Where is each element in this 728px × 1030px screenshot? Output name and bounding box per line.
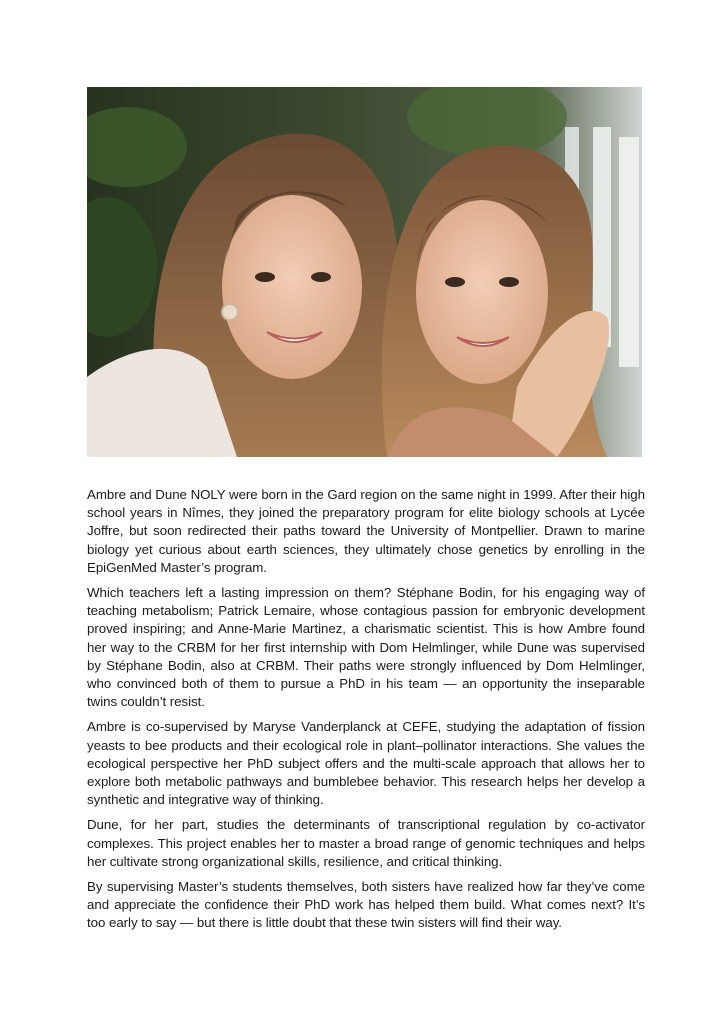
paragraph-ambre-research: Ambre is co-supervised by Maryse Vanderplanck at CEFE, studying the adaptation of fission yeasts to bee products and their ecological role in plant–pollinator interactions. She values the ecological perspective her PhD subject offers and the multi-scale approach that allows her to explore both metabolic pathways and bumblebee behavior. This research helps her develop a synthetic and integrative way of thinking. — [87, 719, 645, 808]
paragraph-origins: Ambre and Dune NOLY were born in the Gard region on the same night in 1999. After their high school years in Nîmes, they joined the preparatory program for elite biology schools at Lycée Joffre, but soon redirected their paths toward the University of Montpellier. Drawn to marine biology yet curious about earth sciences, they ultimately chose genetics by enrolling in the EpiGenMed Master’s program. — [87, 487, 645, 575]
paragraph-future: By supervising Master’s students themselves, both sisters have realized how far they’ve come and appreciate the confidence their PhD work has helped them build. What comes next? It’s too early to say — but there is little doubt that these twin sisters will find their way. — [87, 879, 645, 931]
article-body — [87, 486, 645, 940]
twin-sisters-photo — [87, 87, 642, 457]
paragraph-dune-research: Dune, for her part, studies the determinants of transcriptional regulation by co-activator complexes. This project enables her to master a broad range of genomic techniques and helps her cultivate strong organizational skills, resilience, and critical thinking. — [87, 817, 645, 869]
twin-sisters-portrait-icon — [87, 87, 642, 457]
paragraph-teachers: Which teachers left a lasting impression on them? Stéphane Bodin, for his engaging way of teaching metabolism; Patrick Lemaire, whose contagious passion for embryonic development proved inspiring; and Anne-Marie Martinez, a charismatic scientist. This is how Ambre found her way to the CRBM for her first internship with Dom Helmlinger, while Dune was supervised by Stéphane Bodin, also at CRBM. Their paths were strongly influenced by Dom Helmlinger, who convinced both of them to pursue a PhD in his team — an opportunity the inseparable twins couldn’t resist. — [87, 585, 645, 710]
